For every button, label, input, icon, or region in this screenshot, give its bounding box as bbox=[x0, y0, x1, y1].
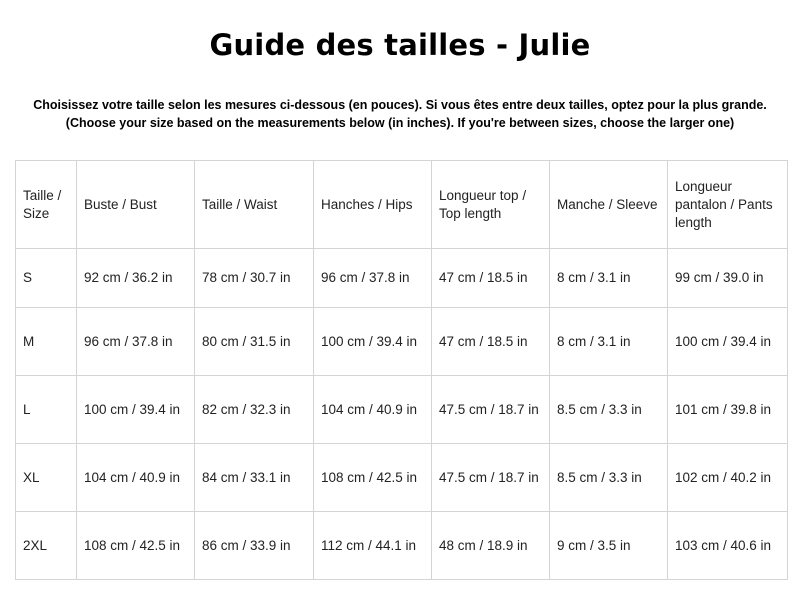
hips-cell: 108 cm / 42.5 in bbox=[314, 444, 432, 512]
sleeve-cell: 8.5 cm / 3.3 in bbox=[550, 444, 668, 512]
column-header-size: Taille / Size bbox=[16, 161, 77, 249]
sleeve-cell: 8 cm / 3.1 in bbox=[550, 249, 668, 308]
bust-cell: 108 cm / 42.5 in bbox=[77, 512, 195, 580]
hips-cell: 104 cm / 40.9 in bbox=[314, 376, 432, 444]
waist-cell: 86 cm / 33.9 in bbox=[195, 512, 314, 580]
size-cell: S bbox=[16, 249, 77, 308]
table-row bbox=[16, 308, 788, 376]
instructions bbox=[0, 96, 800, 132]
pants-length-cell: 103 cm / 40.6 in bbox=[668, 512, 788, 580]
size-cell: 2XL bbox=[16, 512, 77, 580]
top-length-cell: 47 cm / 18.5 in bbox=[432, 249, 550, 308]
instructions-en: (Choose your size based on the measurements below (in inches). If you're between sizes, choose the larger one) bbox=[65, 116, 735, 130]
sleeve-cell: 8.5 cm / 3.3 in bbox=[550, 376, 668, 444]
bust-cell: 100 cm / 39.4 in bbox=[77, 376, 195, 444]
bust-cell: 104 cm / 40.9 in bbox=[77, 444, 195, 512]
column-header-hips: Hanches / Hips bbox=[314, 161, 432, 249]
bust-cell: 96 cm / 37.8 in bbox=[77, 308, 195, 376]
top-length-cell: 47.5 cm / 18.7 in bbox=[432, 444, 550, 512]
table-row bbox=[16, 249, 788, 308]
column-header-waist: Taille / Waist bbox=[195, 161, 314, 249]
page-title: Guide des tailles - Julie bbox=[209, 28, 591, 62]
hips-cell: 96 cm / 37.8 in bbox=[314, 249, 432, 308]
pants-length-cell: 101 cm / 39.8 in bbox=[668, 376, 788, 444]
size-cell: M bbox=[16, 308, 77, 376]
hips-cell: 112 cm / 44.1 in bbox=[314, 512, 432, 580]
waist-cell: 80 cm / 31.5 in bbox=[195, 308, 314, 376]
waist-cell: 82 cm / 32.3 in bbox=[195, 376, 314, 444]
waist-cell: 78 cm / 30.7 in bbox=[195, 249, 314, 308]
top-length-cell: 47.5 cm / 18.7 in bbox=[432, 376, 550, 444]
sleeve-cell: 9 cm / 3.5 in bbox=[550, 512, 668, 580]
column-header-pants-length: Longueur pantalon / Pants length bbox=[668, 161, 788, 249]
column-header-bust: Buste / Bust bbox=[77, 161, 195, 249]
hips-cell: 100 cm / 39.4 in bbox=[314, 308, 432, 376]
table-header-row bbox=[16, 161, 788, 249]
pants-length-cell: 100 cm / 39.4 in bbox=[668, 308, 788, 376]
instructions-fr: Choisissez votre taille selon les mesures ci-dessous (en pouces). Si vous êtes entre deux tailles, optez pour la plus grande. bbox=[33, 98, 767, 112]
waist-cell: 84 cm / 33.1 in bbox=[195, 444, 314, 512]
pants-length-cell: 102 cm / 40.2 in bbox=[668, 444, 788, 512]
column-header-top-length: Longueur top / Top length bbox=[432, 161, 550, 249]
sleeve-cell: 8 cm / 3.1 in bbox=[550, 308, 668, 376]
table-row bbox=[16, 376, 788, 444]
bust-cell: 92 cm / 36.2 in bbox=[77, 249, 195, 308]
size-table bbox=[15, 160, 788, 580]
table-row bbox=[16, 444, 788, 512]
size-cell: XL bbox=[16, 444, 77, 512]
table-row bbox=[16, 512, 788, 580]
top-length-cell: 48 cm / 18.9 in bbox=[432, 512, 550, 580]
size-cell: L bbox=[16, 376, 77, 444]
pants-length-cell: 99 cm / 39.0 in bbox=[668, 249, 788, 308]
column-header-sleeve: Manche / Sleeve bbox=[550, 161, 668, 249]
top-length-cell: 47 cm / 18.5 in bbox=[432, 308, 550, 376]
